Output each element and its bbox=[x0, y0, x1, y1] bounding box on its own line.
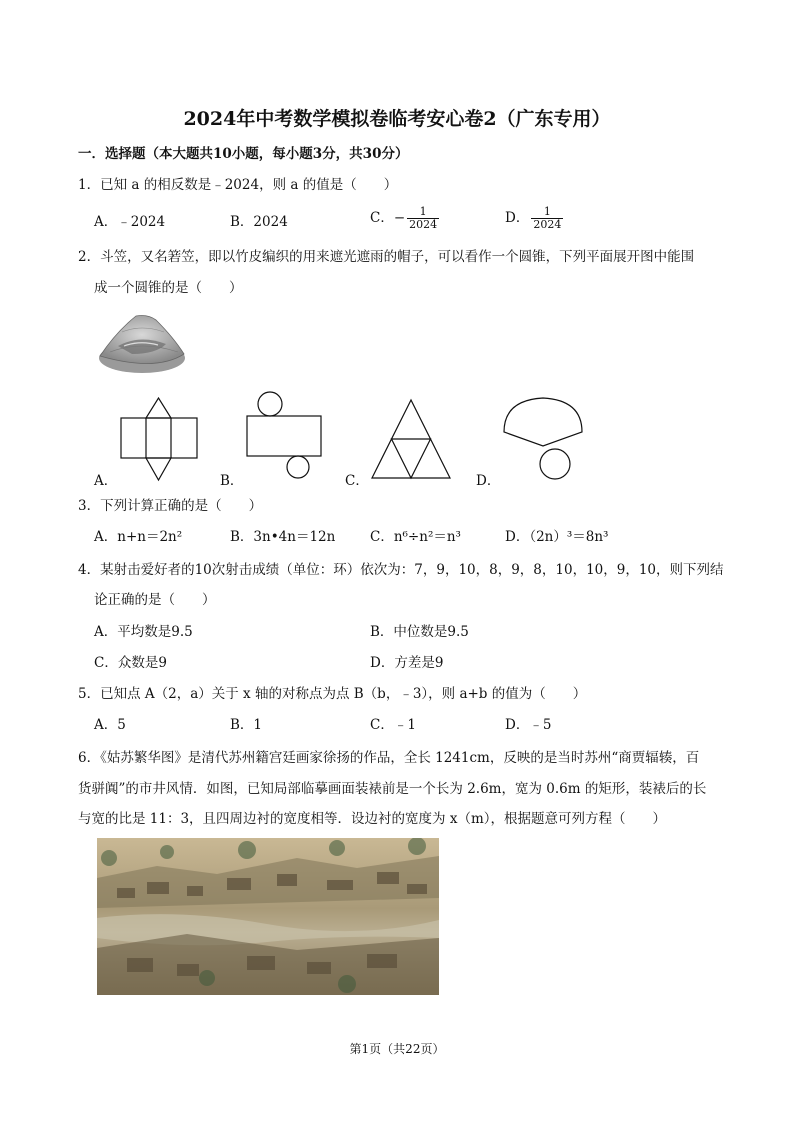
question-2-option-a: A． bbox=[94, 473, 118, 489]
net-d-cone-figure bbox=[500, 394, 586, 484]
question-3-option-a: A．n+n＝2n² bbox=[94, 529, 183, 545]
question-1-option-a: A．﹣2024 bbox=[94, 214, 166, 230]
page-footer: 第1页（共22页） bbox=[349, 1042, 445, 1056]
net-b-cylinder-figure bbox=[244, 390, 326, 482]
page-title: 2024年中考数学模拟卷临考安心卷2（广东专用） bbox=[183, 108, 611, 130]
question-6-stem-line2: 货骈阗”的市井风情．如图，已知局部临摹画面装裱前是一个长为 2.6m，宽为 0.6m 的矩形，装裱后的长 bbox=[78, 781, 707, 797]
question-1-option-d bbox=[505, 206, 563, 231]
question-1-option-c bbox=[370, 206, 439, 231]
question-6-stem-line1: 6．《姑苏繁华图》是清代苏州籍宫廷画家徐扬的作品，全长 1241cm，反映的是当时苏州“商贾辐辏，百 bbox=[78, 750, 700, 766]
fraction-c-numerator: 1 bbox=[407, 206, 439, 219]
question-3-option-d: D．（2n）³＝8n³ bbox=[505, 529, 609, 545]
question-3-option-b: B．3n•4n＝12n bbox=[230, 529, 336, 545]
question-5-option-a: A．5 bbox=[94, 717, 126, 733]
fraction-c-denominator: 2024 bbox=[409, 218, 438, 231]
question-4-option-c: C．众数是9 bbox=[94, 655, 167, 671]
question-1-stem: 1．已知 a 的相反数是﹣2024，则 a 的值是（ ） bbox=[78, 177, 398, 193]
fraction-d-denominator: 2024 bbox=[533, 218, 562, 231]
question-5-option-d: D．﹣5 bbox=[505, 717, 552, 733]
question-3-option-c: C．n⁶÷n²＝n³ bbox=[370, 529, 461, 545]
gusu-painting-image bbox=[97, 838, 439, 995]
option-d-prefix: D． bbox=[505, 210, 530, 226]
question-5-option-c: C．﹣1 bbox=[370, 717, 416, 733]
net-a-prism-figure bbox=[118, 396, 200, 484]
bamboo-hat-image bbox=[96, 310, 188, 376]
fraction-d bbox=[531, 206, 563, 231]
fraction-d-numerator: 1 bbox=[531, 206, 563, 219]
fraction-c bbox=[407, 206, 439, 231]
option-c-prefix: C．− bbox=[370, 210, 406, 226]
question-6-stem-line3: 与宽的比是 11：3，且四周边衬的宽度相等．设边衬的宽度为 x（m），根据题意可列方程（ ） bbox=[78, 811, 667, 827]
question-2-stem-line1: 2．斗笠，又名箬笠，即以竹皮编织的用来遮光遮雨的帽子，可以看作一个圆锥，下列平面展开图中能围 bbox=[78, 249, 695, 265]
question-1-option-b: B．2024 bbox=[230, 214, 288, 230]
question-2-option-b: B． bbox=[220, 473, 244, 489]
question-5-option-b: B．1 bbox=[230, 717, 263, 733]
net-c-tetrahedron-figure bbox=[370, 398, 452, 482]
question-3-stem: 3．下列计算正确的是（ ） bbox=[78, 498, 263, 514]
question-4-option-a: A．平均数是9.5 bbox=[94, 624, 193, 640]
section-heading: 一．选择题（本大题共10小题，每小题3分，共30分） bbox=[78, 146, 409, 162]
question-2-option-c: C． bbox=[345, 473, 369, 489]
question-2-stem-line2: 成一个圆锥的是（ ） bbox=[94, 280, 243, 296]
question-2-option-d: D． bbox=[476, 473, 501, 489]
question-4-stem-line1: 4．某射击爱好者的10次射击成绩（单位：环）依次为：7，9，10，8，9，8，10，10，9，10，则下列结 bbox=[78, 562, 724, 578]
question-4-stem-line2: 论正确的是（ ） bbox=[94, 592, 216, 608]
question-4-option-b: B．中位数是9.5 bbox=[370, 624, 469, 640]
question-4-option-d: D．方差是9 bbox=[370, 655, 444, 671]
question-5-stem: 5．已知点 A（2，a）关于 x 轴的对称点为点 B（b，﹣3），则 a+b 的值为（ ） bbox=[78, 686, 587, 702]
